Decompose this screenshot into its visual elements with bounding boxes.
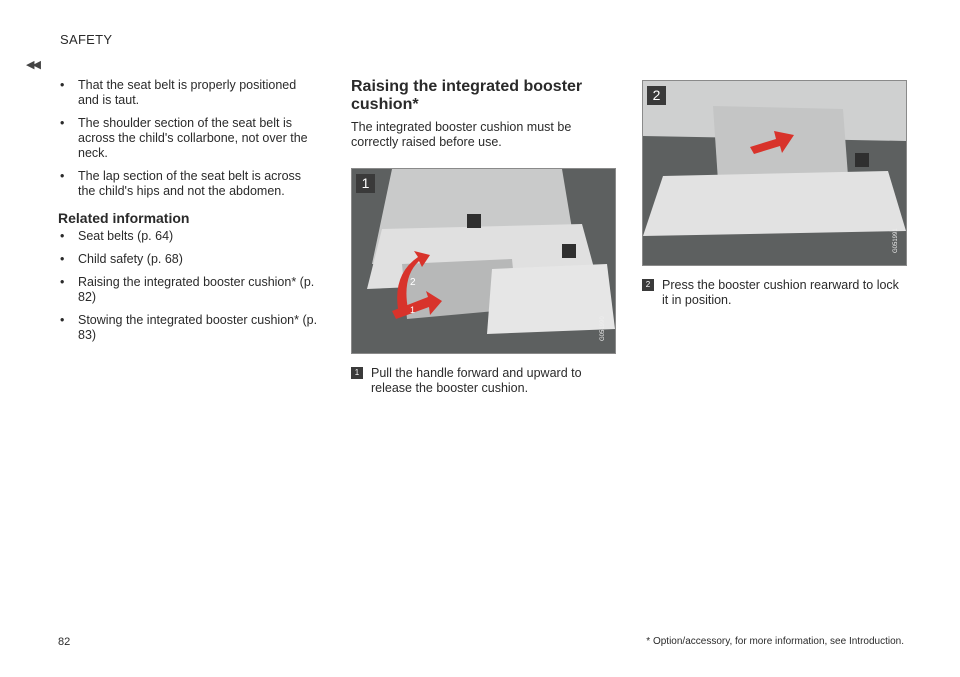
image-code: G051990 [600,316,606,341]
step-caption: 2 Press the booster cushion rearward to lock it in position. [642,278,908,308]
bullet-icon: • [60,252,65,266]
middle-column [351,78,616,396]
bullet-icon: • [60,169,65,183]
related-link[interactable]: • Seat belts (p. 64) [60,229,174,243]
image-code: G051991 [893,228,899,253]
list-item: • That the seat belt is properly positioned and is taut. [60,78,297,107]
previous-page-icon[interactable]: ◀◀ [26,59,39,71]
left-column [58,78,320,351]
related-link[interactable]: • Child safety (p. 68) [60,252,183,266]
page-number: 82 [58,636,71,648]
intro-text: The integrated booster cushion must be correctly raised before use. [351,120,572,149]
caption-number-badge: 2 [642,279,654,291]
section-header: SAFETY [60,32,113,47]
push-arrow-icon [748,125,798,155]
list-item: • The shoulder section of the seat belt is across the child's collarbone, not over the neck. [60,116,308,160]
step-caption: 1 Pull the handle forward and upward to release the booster cushion. [351,366,616,396]
seat-illustration [643,81,906,265]
bullet-icon: • [60,229,65,243]
list-item: • The lap section of the seat belt is across the child's hips and not the abdomen. [60,169,302,198]
caption-number-badge: 1 [351,367,363,379]
pull-arrows-icon [388,249,448,319]
booster-cushion-image-step-1 [351,168,616,354]
footnote: * Option/accessory, for more information, see Introduction. [646,636,904,647]
related-link[interactable]: • Raising the integrated booster cushion* (p. 82) [60,275,315,304]
right-column [642,80,908,308]
bullet-icon: • [60,313,65,327]
related-information-heading: Related information [58,210,190,226]
bullet-icon: • [60,116,65,130]
section-title: Raising the integrated booster cushion* [351,78,583,113]
step-number-badge: 1 [356,174,375,193]
bullet-icon: • [60,78,65,92]
step-number-badge: 2 [647,86,666,105]
related-link[interactable]: • Stowing the integrated booster cushion* (p. 83) [60,313,318,342]
bullet-icon: • [60,275,65,289]
arrow-label-1: 1 [410,305,416,315]
arrow-label-2: 2 [410,277,416,288]
booster-cushion-image-step-2 [642,80,907,266]
